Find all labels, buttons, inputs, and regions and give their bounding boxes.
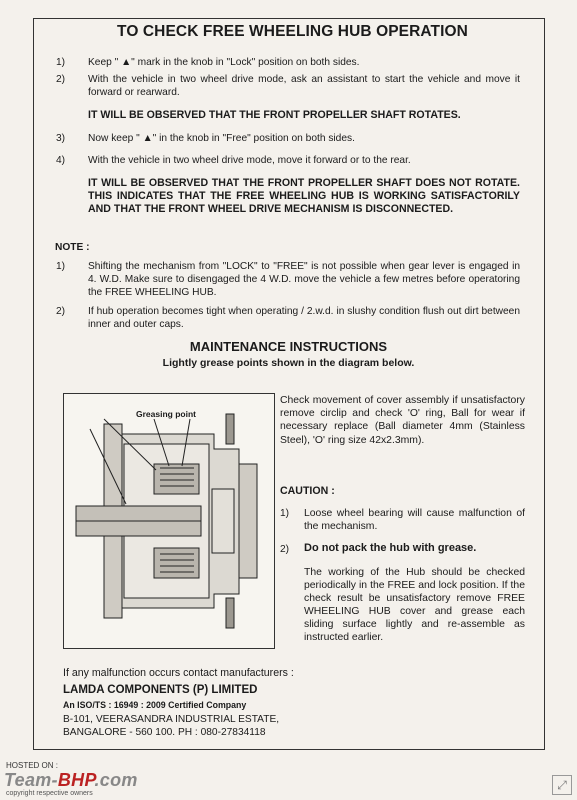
step-text: Keep " ▲" mark in the knob in "Lock" position on both sides. [88, 57, 360, 68]
check-instructions: Check movement of cover assembly if unsatisfactory remove circlip and check 'O' ring, Ball for wear if necessary replace (Ball diameter 4mm (Stainless Steel), 'O' ring size 42x2.3mm). [280, 395, 525, 446]
logo-com: .com [94, 770, 138, 790]
maintenance-subtitle: Lightly grease points shown in the diagram below. [162, 357, 415, 369]
step-text: Now keep " ▲" in the knob in "Free" position on both sides. [88, 133, 355, 144]
note-number: 1) [56, 261, 66, 272]
watermark-copyright: copyright respective owners [6, 790, 93, 797]
watermark-hosted: HOSTED ON : [6, 761, 59, 770]
note-label: NOTE : [55, 242, 90, 253]
greasing-point-label: Greasing point [136, 409, 196, 419]
company-name: LAMDA COMPONENTS (P) LIMITED [63, 684, 258, 696]
expand-icon[interactable]: ⤢ [552, 775, 572, 795]
caution-text: Loose wheel bearing will cause malfunction of the mechanism. [304, 508, 525, 532]
maintenance-title: MAINTENANCE INSTRUCTIONS [189, 339, 388, 354]
logo-team: Team- [4, 770, 58, 790]
caution-number: 1) [280, 508, 290, 519]
step-number: 2) [56, 74, 66, 85]
step-number: 3) [56, 133, 66, 144]
note-number: 2) [56, 306, 66, 317]
caution-text: Do not pack the hub with grease. [304, 542, 477, 554]
watermark-logo [4, 770, 138, 791]
observation-rotates: IT WILL BE OBSERVED THAT THE FRONT PROPELLER SHAFT ROTATES. [88, 109, 461, 121]
caution-number: 2) [280, 544, 290, 555]
contact-intro: If any malfunction occurs contact manufacturers : [63, 667, 294, 679]
step-number: 1) [56, 57, 66, 68]
note-text: Shifting the mechanism from "LOCK" to "FREE" is not possible when gear lever is engaged in 4. W.D. Make sure to disengaged the 4 W.D. move the vehicle a few metres before operatoring the FREE WHEELING HUB. [88, 261, 520, 298]
step-number: 4) [56, 155, 66, 166]
caution-label: CAUTION : [280, 485, 335, 497]
hub-diagram-drawing [64, 394, 274, 648]
address-line-1: B-101, VEERASANDRA INDUSTRIAL ESTATE, [63, 714, 280, 725]
page-title: TO CHECK FREE WHEELING HUB OPERATION [117, 23, 468, 40]
logo-bhp: BHP [57, 770, 95, 790]
step-text: With the vehicle in two wheel drive mode, ask an assistant to start the vehicle and move it forward or rearward. [88, 74, 520, 98]
working-check-text: The working of the Hub should be checked periodically in the FREE and lock position. If the check result be unsatisfactory remove FREE WHEELING HUB cover and grease each sliding surface lightly and re-assemble as instructed earlier. [304, 567, 525, 643]
address-line-2: BANGALORE - 560 100. PH : 080-27834118 [63, 727, 266, 738]
hub-cross-section-diagram [63, 393, 275, 649]
step-text: With the vehicle in two wheel drive mode, move it forward or to the rear. [88, 155, 411, 166]
certification: An ISO/TS : 16949 : 2009 Certified Company [63, 700, 247, 710]
observation-does-not-rotate: IT WILL BE OBSERVED THAT THE FRONT PROPELLER SHAFT DOES NOT ROTATE. THIS INDICATES THAT THE FREE WHEELING HUB IS WORKING SATISFACTORILY AND THAT THE FRONT WHEEL DRIVE MECHANISM IS DISCONNECTED. [88, 177, 520, 215]
note-text: If hub operation becomes tight when operating / 2.w.d. in slushy condition flush out dirt between inner and outer caps. [88, 306, 520, 330]
